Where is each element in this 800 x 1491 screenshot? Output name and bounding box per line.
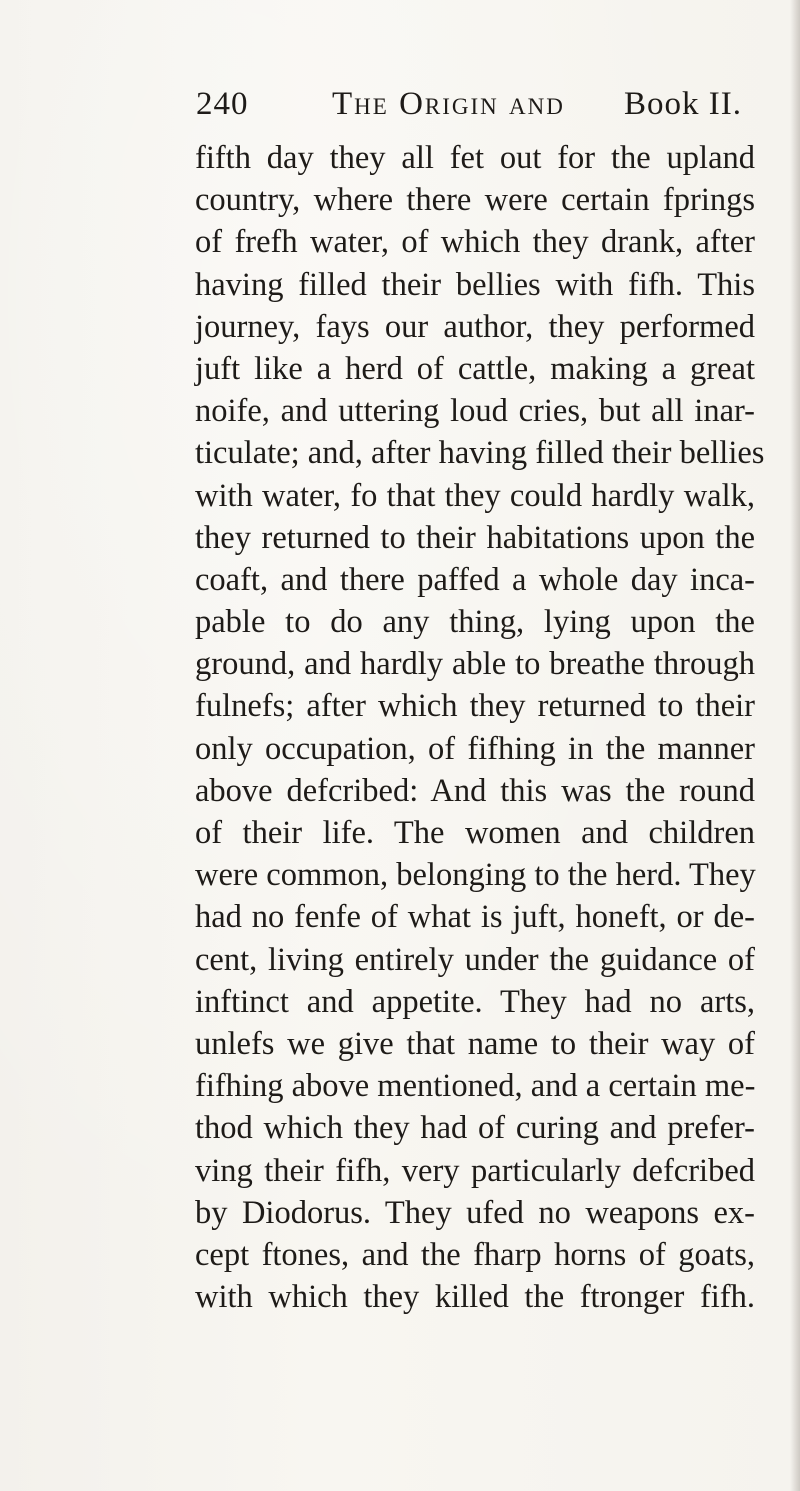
text-line: unlefs we give that name to their way of	[195, 1025, 755, 1062]
running-head	[196, 86, 742, 130]
text-line: inftinct and appetite. They had no arts,	[195, 983, 755, 1020]
text-line: pable to do any thing, lying upon the	[195, 604, 755, 641]
page-number: 240	[196, 86, 249, 122]
text-line: fifth day they all fet out for the upland	[195, 140, 755, 176]
text-line: fulnefs; after which they returned to their	[195, 688, 755, 725]
text-line: they returned to their habitations upon the	[195, 519, 755, 556]
text-line: journey, fays our author, they performed	[195, 308, 755, 345]
text-line: country, where there were certain fprings	[195, 182, 755, 219]
text-line: juft like a herd of cattle, making a great	[195, 350, 755, 387]
text-line: of their life. The women and children	[195, 815, 755, 851]
text-line: of frefh water, of which they drank, after	[195, 224, 755, 261]
text-line: had no fenfe of what is juft, honeft, or de-	[195, 899, 755, 936]
text-line: were common, belonging to the herd. They	[195, 857, 756, 894]
text-line: cent, living entirely under the guidance of	[195, 941, 755, 978]
text-line: noife, and uttering loud cries, but all inar-	[195, 393, 755, 430]
text-line: with water, fo that they could hardly walk,	[195, 477, 755, 514]
book-label: Book II.	[624, 86, 742, 122]
text-line: only occupation, of fifhing in the manner	[195, 730, 755, 767]
running-title: The Origin and	[332, 86, 565, 122]
page-edge-shadow	[790, 0, 800, 1491]
text-line: having filled their bellies with fifh. This	[195, 266, 755, 303]
text-line: above defcribed: And this was the round	[195, 772, 755, 809]
text-line: thod which they had of curing and prefer-	[195, 1110, 755, 1147]
text-line: ving their fifh, very particularly defcribed	[195, 1152, 755, 1189]
text-line: ticulate; and, after having filled their bellies	[195, 435, 765, 472]
text-line: coaft, and there paffed a whole day inca-	[195, 561, 755, 598]
text-line: cept ftones, and the fharp horns of goats,	[195, 1236, 755, 1273]
text-line: with which they killed the ftronger fifh.	[195, 1279, 755, 1316]
text-line: by Diodorus. They ufed no weapons ex-	[195, 1194, 755, 1231]
text-line: ground, and hardly able to breathe through	[195, 646, 755, 683]
body-text	[195, 137, 765, 1318]
text-line: fifhing above mentioned, and a certain me-	[195, 1068, 756, 1105]
